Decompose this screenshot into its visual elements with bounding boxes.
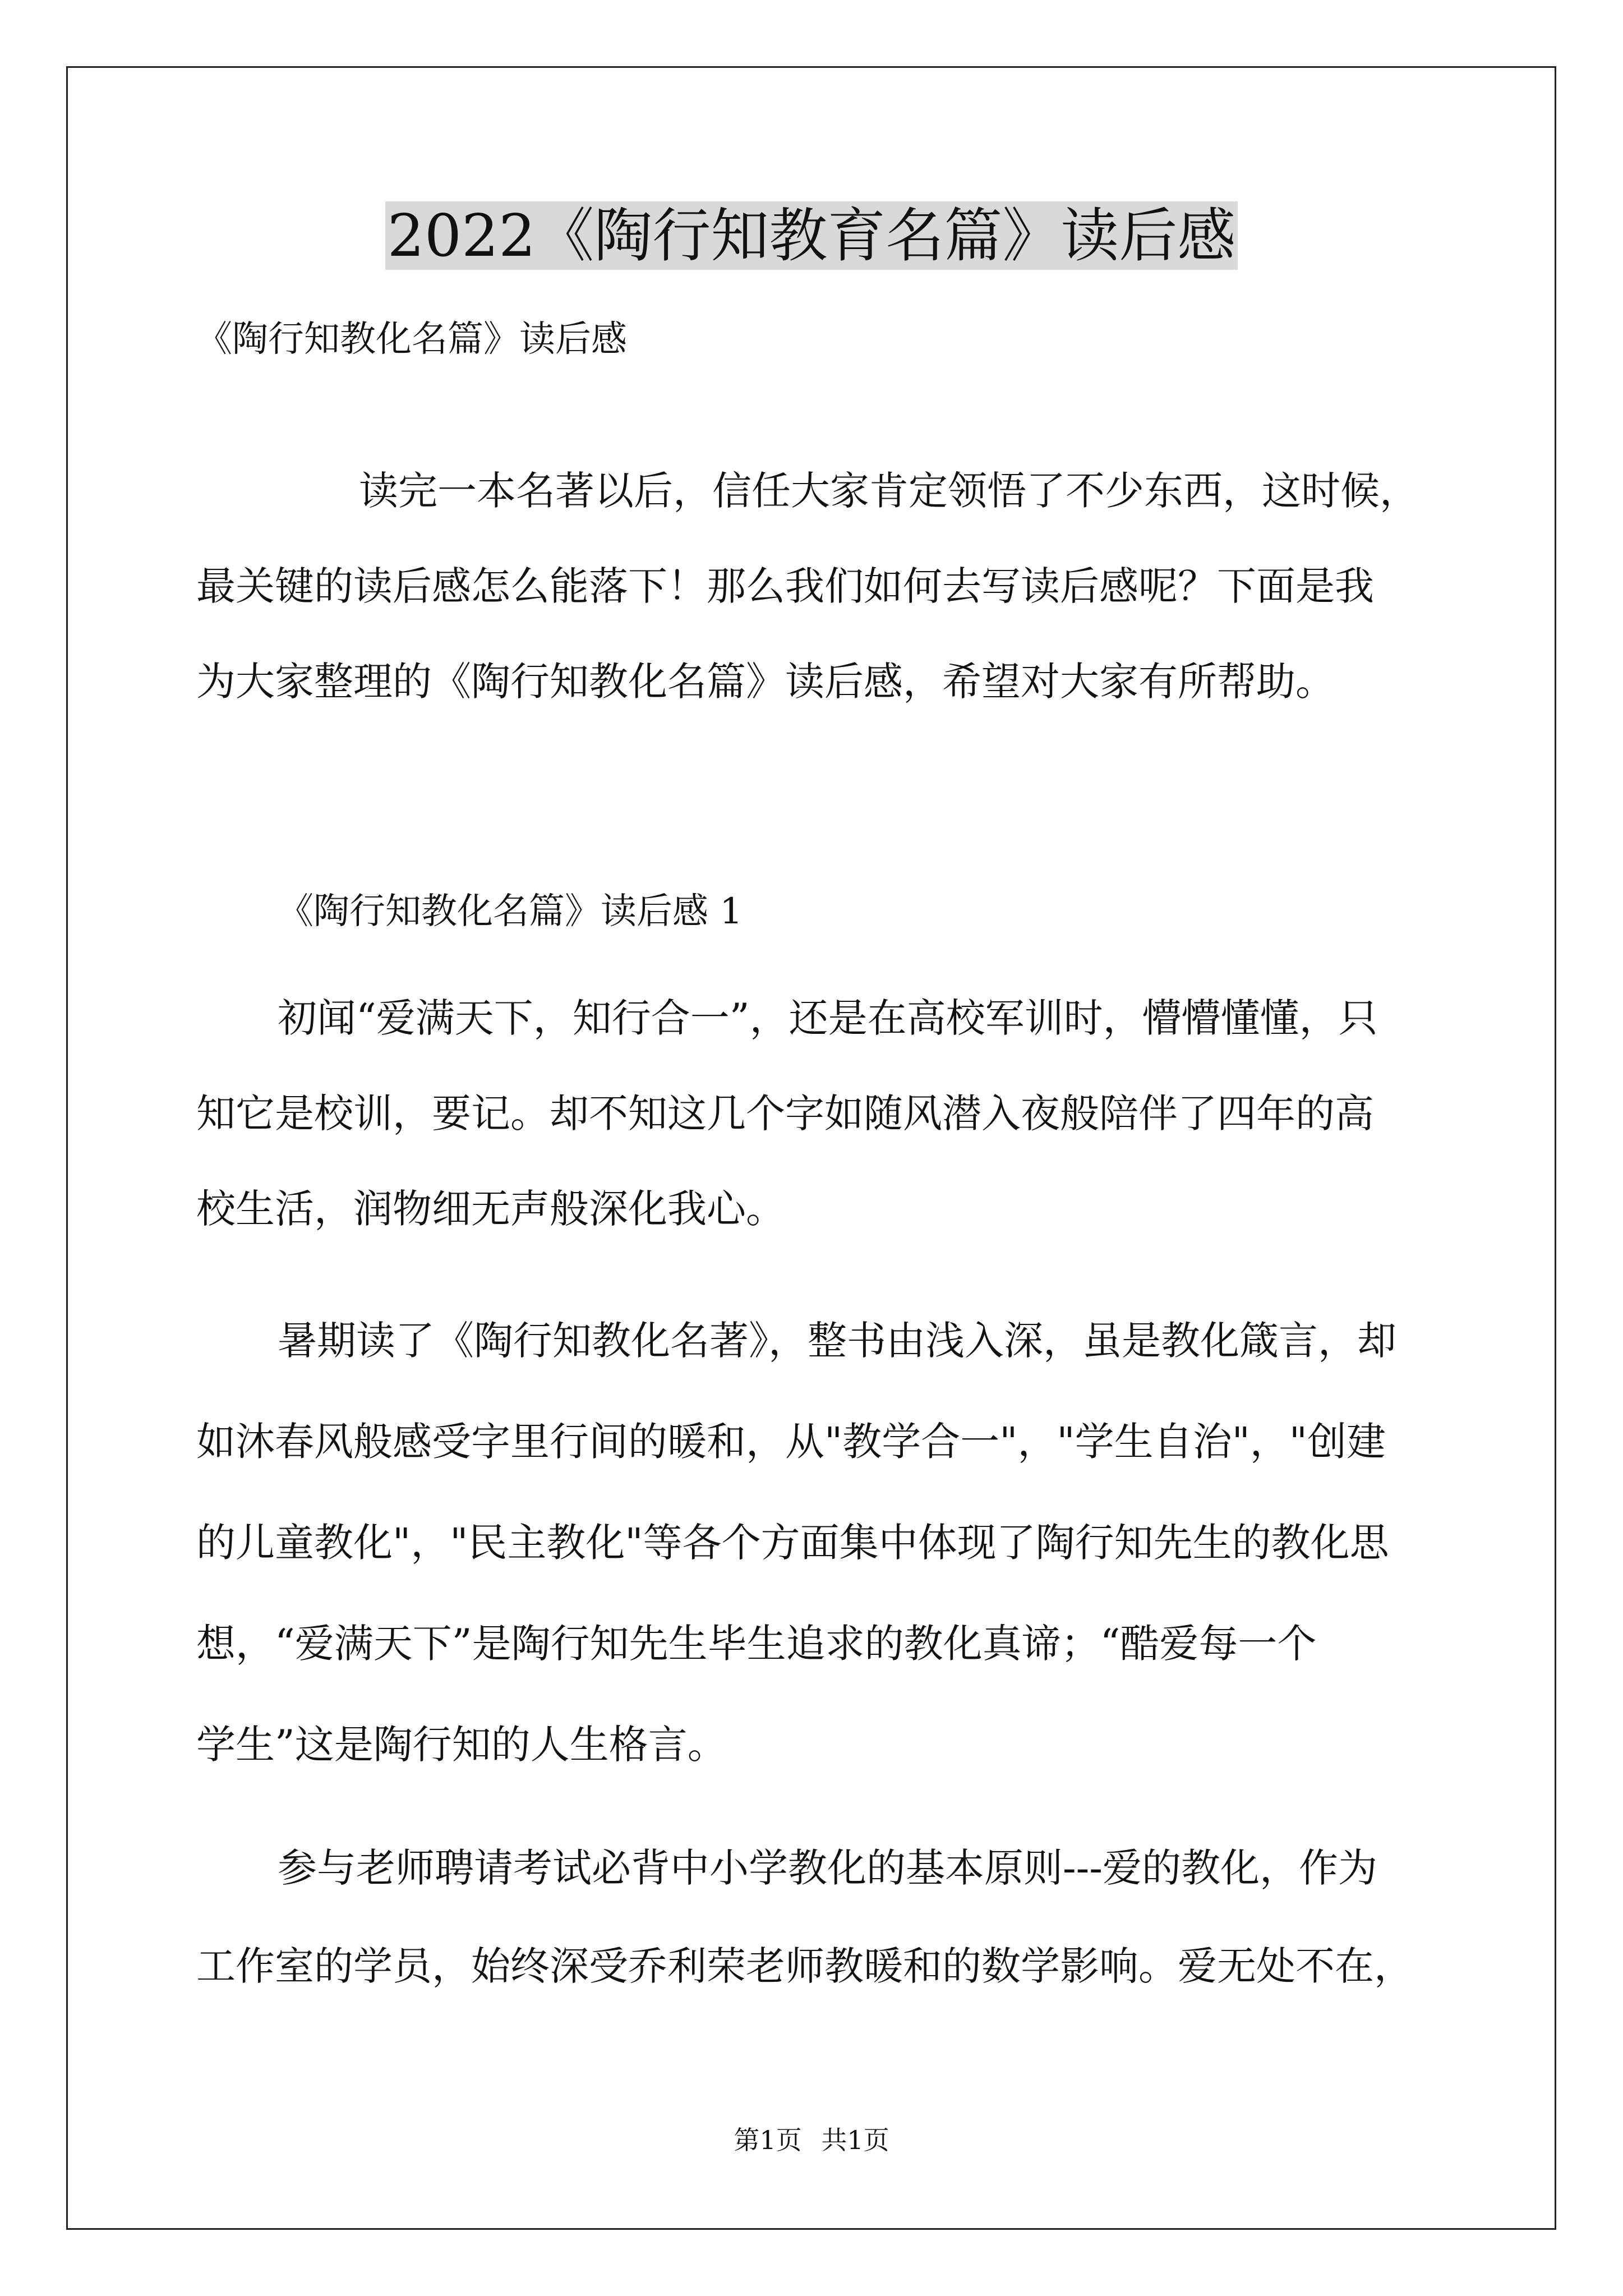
paragraph-line: 如沐春风般感受字里行间的暖和，从"教学合一"，"学生自治"，"创建	[196, 1419, 1386, 1465]
paragraph-line: 的儿童教化"，"民主教化"等各个方面集中体现了陶行知先生的教化思	[196, 1520, 1389, 1566]
page-footer	[0, 2123, 1623, 2157]
page-border	[66, 66, 1556, 2230]
page-total: 共1页	[821, 2125, 889, 2155]
paragraph-line: 参与老师聘请考试必背中小学教化的基本原则---爱的教化，作为	[278, 1845, 1377, 1891]
document-subtitle: 《陶行知教化名篇》读后感	[196, 319, 627, 360]
paragraph-line: 想，“爱满天下”是陶行知先生毕生追求的教化真谛；“酷爱每一个	[196, 1621, 1317, 1667]
paragraph-line: 工作室的学员，始终深受乔利荣老师教暖和的数学影响。爱无处不在，	[196, 1943, 1413, 1989]
section-heading: 《陶行知教化名篇》读后感 1	[278, 891, 743, 932]
page-number: 第1页	[734, 2125, 802, 2155]
paragraph-line: 校生活，润物细无声般深化我心。	[196, 1186, 785, 1232]
document-title: 2022《陶行知教育名篇》读后感	[0, 196, 1623, 275]
intro-line: 为大家整理的《陶行知教化名篇》读后感，希望对大家有所帮助。	[196, 659, 1335, 705]
paragraph-line: 知它是校训，要记。却不知这几个字如随风潜入夜般陪伴了四年的高	[196, 1091, 1374, 1137]
intro-line: 读完一本名著以后，信任大家肯定领悟了不少东西，这时候，	[359, 468, 1419, 514]
paragraph-line: 初闻“爱满天下，知行合一”，还是在高校军训时，懵懵懂懂，只	[278, 995, 1378, 1041]
paragraph-line: 暑期读了《陶行知教化名著》，整书由浅入深，虽是教化箴言，却	[278, 1318, 1396, 1364]
paragraph-line: 学生”这是陶行知的人生格言。	[196, 1722, 727, 1768]
intro-line: 最关键的读后感怎么能落下！那么我们如何去写读后感呢？下面是我	[196, 563, 1374, 609]
